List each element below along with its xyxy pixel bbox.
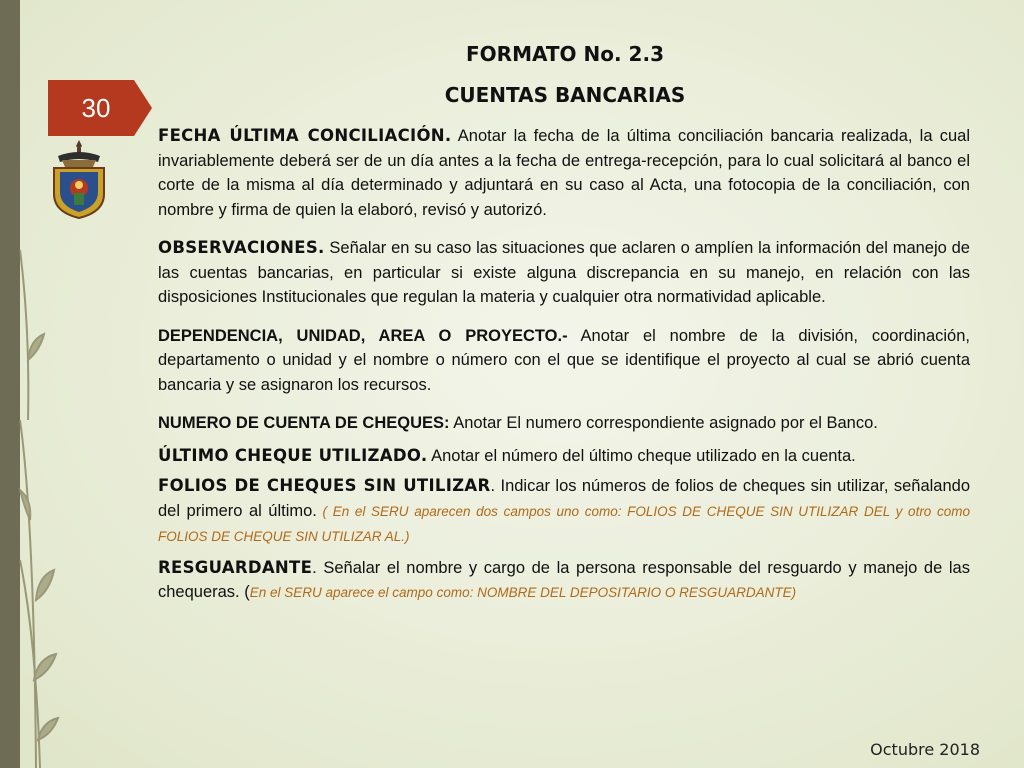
footer-date: Octubre 2018 (870, 740, 980, 759)
label-folios: FOLIOS DE CHEQUES SIN UTILIZAR (158, 476, 491, 495)
content-body (158, 124, 970, 606)
text-observaciones: Señalar en su caso las situaciones que aclaren o amplíen la información del manejo de las cuentas bancarias, en particular si existe alguna discrepancia en su manejo, en relación con las disposiciones Institucionales que regulan la materia y cualquier otra normatividad aplicable. (158, 239, 970, 306)
label-resguardante: RESGUARDANTE (158, 557, 313, 577)
text-fecha: Anotar la fecha de la última conciliación bancaria realizada, la cual invariablemente deberá ser de un día antes a la fecha de entrega-recepción, para lo cual solicitará al banco el corte de la misma al día determinado y adjuntará en su caso al Acta, una fotocopia de la conciliación, con nombre y firma de quien la elaboró, revisó y autorizó. (158, 127, 970, 219)
paragraph-numero (158, 411, 970, 436)
page-number: 30 (81, 93, 111, 123)
label-observaciones: OBSERVACIONES. (158, 238, 325, 257)
paragraph-observaciones (158, 236, 970, 310)
paragraph-dependencia (158, 324, 970, 398)
slide-title: FORMATO No. 2.3 (466, 42, 664, 66)
label-fecha: FECHA ÚLTIMA CONCILIACIÓN. (158, 126, 452, 145)
label-numero: NUMERO DE CUENTA DE CHEQUES: (158, 414, 450, 432)
paragraph-ultimo (158, 444, 970, 469)
text-resguardante: . Señalar el nombre y cargo de la persona responsable del resguardo y manejo de las chequeras. ( (158, 558, 970, 601)
text-numero: Anotar El numero correspondiente asignado por el Banco. (449, 414, 878, 432)
paragraph-folios (158, 474, 970, 550)
text-dependencia: Anotar el nombre de la división, coordinación, departamento o unidad y el nombre o número con el que se identifique el proyecto al cual se abrió cuenta bancaria y se asignaron los recursos. (158, 326, 970, 394)
paragraph-resguardante (158, 556, 970, 606)
text-folios: . Indicar los números de folios de cheques sin utilizar, señalando del primero al último. (158, 477, 970, 520)
note-folios: ( En el SERU aparecen dos campos uno como: FOLIOS DE CHEQUE SIN UTILIZAR DEL y otro como FOLIOS DE CHEQUE SIN UTILIZAR AL.) (158, 503, 970, 544)
paragraph-fecha (158, 124, 970, 222)
note-resguardante: En el SERU aparece el campo como: NOMBRE DEL DEPOSITARIO O RESGUARDANTE) (249, 585, 797, 600)
slide-subtitle: CUENTAS BANCARIAS (444, 83, 686, 107)
page-number-tab (48, 80, 152, 136)
label-ultimo: ÚLTIMO CHEQUE UTILIZADO. (158, 445, 428, 465)
label-dependencia: DEPENDENCIA, UNIDAD, AREA O PROYECTO.- (158, 326, 568, 345)
text-ultimo: Anotar el número del último cheque utilizado en la cuenta. (427, 446, 856, 465)
university-crest-icon (44, 138, 114, 220)
